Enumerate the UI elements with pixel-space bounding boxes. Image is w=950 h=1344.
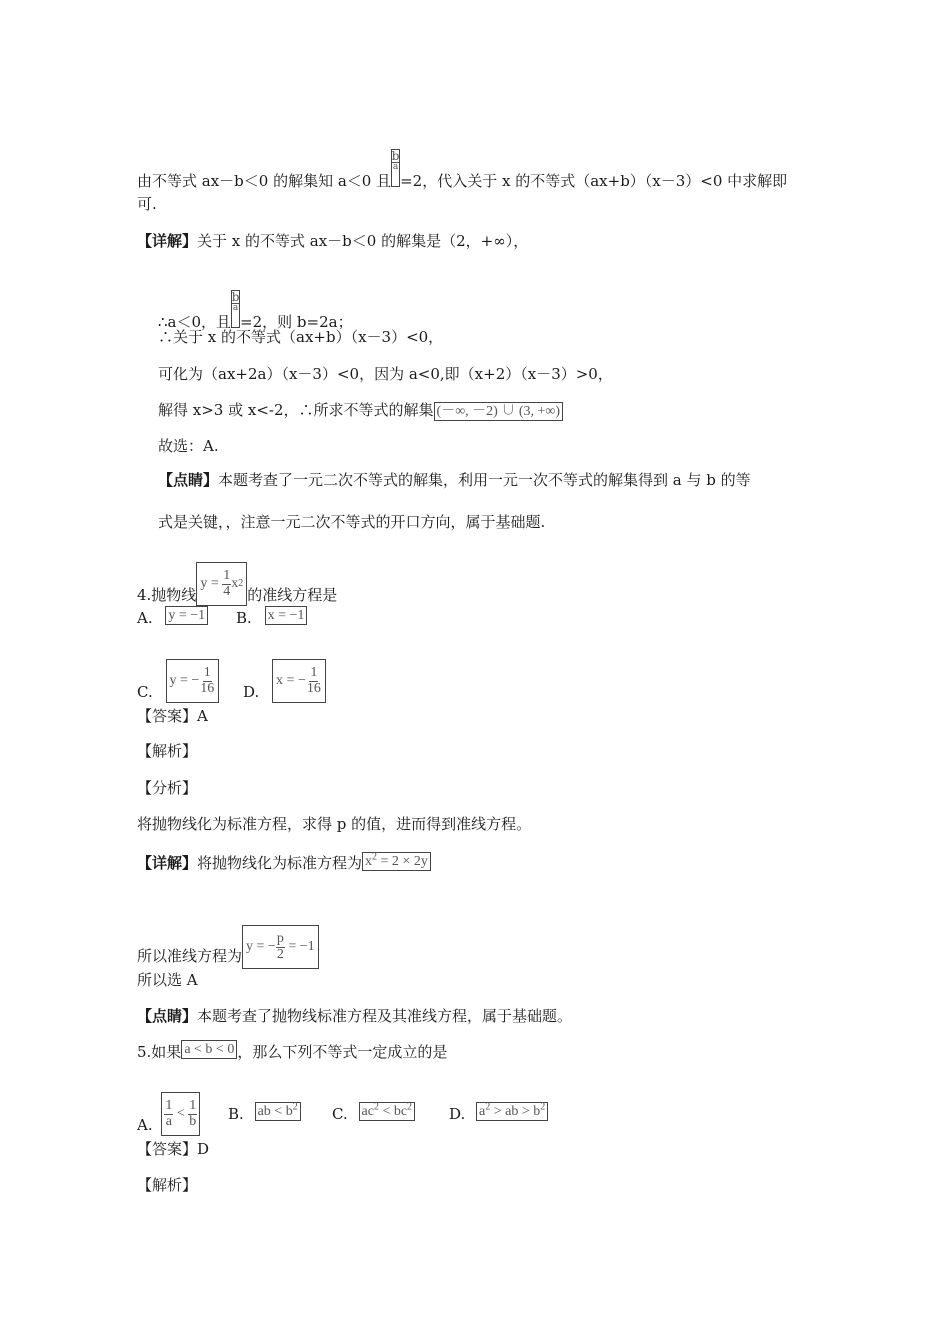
text-segment: 解得 x>3 或 x<-2，∴所求不等式的解集 [158, 401, 434, 419]
fraction-denominator: a [232, 303, 239, 313]
answer: 【答案】D [137, 1140, 210, 1158]
fraction-b-over-a [231, 290, 240, 328]
text-segment: 关于 x 的不等式 ax－b＜0 的解集是（2，+∞）， [197, 232, 529, 250]
text-segment: 的准线方程是 [247, 586, 338, 604]
fraction-b-over-a [391, 149, 400, 187]
section-tag: 【详解】 [137, 232, 198, 250]
option-label: B. [236, 609, 252, 627]
option-math: y = −1 [165, 606, 208, 625]
fraction-numerator: b [231, 290, 240, 304]
text-segment: 式是关键，，注意一元二次不等式的开口方向，属于基础题. [158, 513, 546, 531]
text-line [158, 512, 545, 532]
text-line: 所以准线方程为 y = − $\frac{p}{2}$ = −1 [137, 935, 319, 979]
section-tag: 【详解】 [137, 854, 198, 872]
option-d [449, 1100, 548, 1125]
parabola-equation: y = $\frac{1}{4}$ x 2 [196, 562, 247, 606]
section-tag: 【点睛】 [158, 471, 219, 489]
text-line: 【详解】将抛物线化为标准方程为 $x^2 = 2 \times 2y$ [137, 853, 431, 874]
option-math: x = − $\frac{1}{16}$ [272, 659, 326, 703]
fraction-numerator: b [391, 149, 400, 163]
text-line: 将抛物线化为标准方程，求得 p 的值，进而得到准线方程。 [137, 815, 532, 833]
option-d [243, 664, 326, 715]
fraction-denominator: a [392, 162, 399, 172]
text-segment: 可化为（ax+2a）（x－3）<0，因为 a<0,即（x+2）（x－3）>0， [158, 365, 613, 383]
text-segment: 本题考查了一元二次不等式的解集，利用一元一次不等式的解集得到 a 与 b 的等 [218, 471, 751, 489]
option-a [137, 608, 208, 629]
option-label: B. [228, 1105, 244, 1123]
question-stem: 5.如果 a < b < 0 ，那么下列不等式一定成立的是 [137, 1041, 448, 1061]
solution-set-math: (－∞, －2) ∪ (3, +∞) [434, 402, 564, 421]
analysis-tag: 【解析】 [137, 1176, 198, 1194]
text-segment: 故选：A. [158, 437, 219, 455]
text-segment: ∴关于 x 的不等式（ax+b）（x－3）<0， [158, 328, 444, 346]
text-line [137, 231, 528, 251]
text-line: 所以选 A [137, 971, 198, 989]
text-line [158, 400, 563, 421]
analysis-tag: 【解析】 [137, 742, 198, 760]
text-line [158, 436, 219, 456]
text-line: 【点睛】本题考查了抛物线标准方程及其准线方程，属于基础题。 [137, 1007, 573, 1025]
option-label: C. [137, 683, 153, 701]
option-math: $\frac{1}{a}$ < $\frac{1}{b}$ [161, 1092, 200, 1136]
text-segment: 4.抛物线 [137, 586, 197, 604]
option-b [228, 1100, 301, 1125]
option-label: D. [243, 683, 260, 701]
option-label: C. [332, 1105, 348, 1123]
option-label: A. [137, 1116, 153, 1134]
section-tag: 【点睛】 [137, 1007, 198, 1025]
text-line [158, 364, 613, 384]
option-math: x = −1 [265, 606, 308, 625]
option-math: ab < $b^2$ [255, 1102, 301, 1121]
text-line [158, 470, 751, 490]
option-label: D. [449, 1105, 466, 1123]
answer: 【答案】A [137, 707, 208, 725]
text-line [137, 149, 788, 191]
directrix-math: y = − $\frac{p}{2}$ = −1 [242, 925, 319, 969]
option-b [236, 608, 307, 629]
text-line [137, 194, 157, 214]
text-segment: 由不等式 ax－b＜0 的解集知 a＜0 且 [137, 172, 392, 190]
option-math: $a^2$ > ab > $b^2$ [476, 1102, 548, 1121]
text-line [158, 327, 443, 347]
text-segment: =2，代入关于 x 的不等式（ax+b）（x－3）<0 中求解即 [400, 172, 788, 190]
option-c [332, 1100, 415, 1125]
text-segment: 可. [137, 195, 157, 213]
condition-math: a < b < 0 [181, 1040, 237, 1059]
option-label: A. [137, 609, 153, 627]
fenxi-tag: 【分析】 [137, 779, 198, 797]
standard-form-math: $x^2 = 2 \times 2y$ [362, 852, 431, 871]
text-segment: ∴a＜0，且 [158, 313, 232, 331]
option-math: $ac^2 < bc^2$ [359, 1102, 416, 1121]
option-math: y = − $\frac{1}{16}$ [166, 659, 220, 703]
text-segment: =2，则 b=2a； [240, 313, 353, 331]
